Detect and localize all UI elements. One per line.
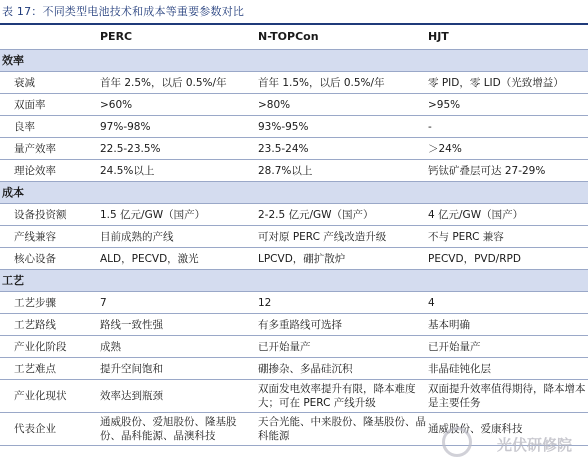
row-label-cell: 工艺路线	[14, 318, 56, 331]
comparison-table	[0, 23, 588, 446]
table-row	[0, 116, 588, 138]
topcon-cell: 93%-95%	[258, 120, 309, 133]
hjt-cell: PECVD，PVD/RPD	[428, 252, 521, 265]
table-row	[0, 226, 588, 248]
table-row	[0, 336, 588, 358]
section-row	[0, 182, 588, 204]
topcon-cell: 已开始量产	[258, 340, 311, 353]
topcon-cell: LPCVD，硼扩散炉	[258, 252, 346, 265]
topcon-cell: 天合光能、中来股份、隆基股份、晶科能源	[258, 416, 426, 442]
row-label-cell: 工艺难点	[14, 362, 56, 375]
perc-cell: 通威股份、爱旭股份、隆基股份、晶科能源、晶澳科技	[100, 416, 237, 442]
section-row	[0, 270, 588, 292]
hjt-cell: 基本明确	[428, 318, 470, 331]
perc-cell: 97%-98%	[100, 120, 151, 133]
topcon-cell: 有多重路线可选择	[258, 318, 342, 331]
row-label-cell: 衰减	[14, 76, 35, 89]
header-cell-hjt: HJT	[428, 30, 449, 43]
section-title: 成本	[2, 185, 24, 199]
section-title: 工艺	[2, 273, 24, 287]
row-label-cell: 产线兼容	[14, 230, 56, 243]
perc-cell: >60%	[100, 98, 133, 111]
row-label-cell: 设备投资额	[14, 208, 67, 221]
table-row	[0, 248, 588, 270]
table-row	[0, 292, 588, 314]
hjt-cell: 钙钛矿叠层可达 27-29%	[428, 164, 546, 177]
perc-cell: 首年 2.5%，以后 0.5%/年	[100, 76, 227, 89]
perc-cell: 目前成熟的产线	[100, 230, 174, 243]
topcon-cell: 23.5-24%	[258, 142, 309, 155]
hjt-cell: 已开始量产	[428, 340, 481, 353]
table-row	[0, 138, 588, 160]
row-label-cell: 产业化现状	[14, 390, 67, 402]
row-label-cell: 产业化阶段	[14, 340, 67, 353]
section-title: 效率	[2, 53, 24, 67]
hjt-cell: 双面提升效率值得期待，降本增本是主要任务	[428, 383, 586, 409]
table-header-row	[0, 25, 588, 50]
topcon-cell: 12	[258, 296, 272, 309]
topcon-cell: 28.7%以上	[258, 164, 313, 177]
header-cell-topcon: N-TOPCon	[258, 30, 319, 43]
hjt-cell: ＞24%	[428, 142, 462, 155]
hjt-cell: >95%	[428, 98, 461, 111]
table-row	[0, 72, 588, 94]
table-row	[0, 160, 588, 182]
topcon-cell: 2-2.5 亿元/GW（国产）	[258, 208, 374, 221]
table-caption: 表 17：不同类型电池技术和成本等重要参数对比	[2, 5, 245, 18]
table-row	[0, 413, 588, 446]
hjt-cell: 4 亿元/GW（国产）	[428, 208, 524, 221]
hjt-cell: 不与 PERC 兼容	[428, 230, 504, 243]
row-label-cell: 工艺步骤	[14, 296, 56, 309]
table-row	[0, 314, 588, 336]
topcon-cell: 硼掺杂、多晶硅沉积	[258, 362, 353, 375]
row-label-cell: 理论效率	[14, 164, 56, 177]
perc-cell: 24.5%以上	[100, 164, 155, 177]
section-row	[0, 50, 588, 72]
perc-cell: 1.5 亿元/GW（国产）	[100, 208, 206, 221]
row-label-cell: 代表企业	[14, 423, 56, 435]
row-label-cell: 双面率	[14, 98, 46, 111]
hjt-cell: -	[428, 120, 432, 133]
row-label-cell: 良率	[14, 120, 35, 133]
topcon-cell: 首年 1.5%，以后 0.5%/年	[258, 76, 385, 89]
perc-cell: 22.5-23.5%	[100, 142, 161, 155]
row-label-cell: 核心设备	[14, 252, 56, 265]
topcon-cell: >80%	[258, 98, 291, 111]
hjt-cell: 4	[428, 296, 435, 309]
hjt-cell: 通威股份、爱康科技	[428, 423, 523, 435]
perc-cell: 提升空间饱和	[100, 362, 163, 375]
table-row	[0, 380, 588, 413]
topcon-cell: 双面发电效率提升有限，降本难度大；可在 PERC 产线升级	[258, 383, 416, 409]
perc-cell: ALD，PECVD，激光	[100, 252, 199, 265]
watermark-text: 光伏研修院	[496, 436, 572, 454]
topcon-cell: 可对原 PERC 产线改造升级	[258, 230, 387, 243]
table-row	[0, 94, 588, 116]
header-cell-perc: PERC	[100, 30, 133, 43]
hjt-cell: 零 PID，零 LID（光致增益）	[428, 76, 564, 89]
perc-cell: 7	[100, 296, 107, 309]
perc-cell: 路线一致性强	[100, 318, 163, 331]
perc-cell: 效率达到瓶颈	[100, 390, 163, 402]
table-row	[0, 358, 588, 380]
row-label-cell: 量产效率	[14, 142, 56, 155]
hjt-cell: 非晶硅钝化层	[428, 362, 491, 375]
table-row	[0, 204, 588, 226]
perc-cell: 成熟	[100, 340, 121, 353]
